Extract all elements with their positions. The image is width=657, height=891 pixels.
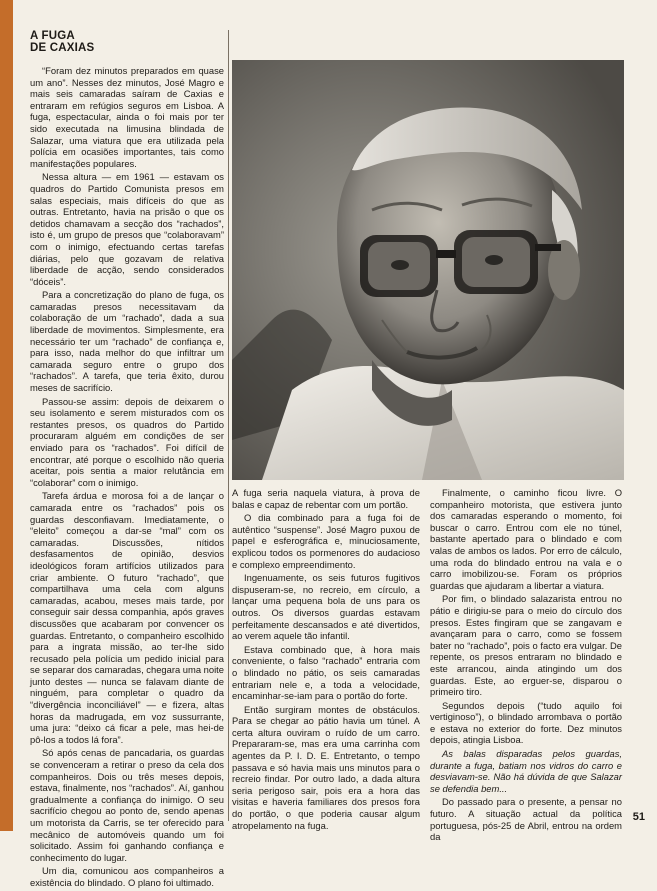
page-number: 51 xyxy=(632,811,645,823)
paragraph: Só após cenas de pancadaria, os guardas se convenceram a retirar o preso da cela dos companheiros. Dois ou três meses depois, estava, finalmente, nos “rachados”. Aí, ganhou gradualmente a confiança do inimigo. O seu sacrifício chegou ao ponto de, sendo apenas um motorista da Carris, se ter oferecido para mecânico de automóveis quando um foi solicitado. Assim foi ganhando confiança e conhecimento do lugar. xyxy=(30,747,224,863)
paragraph: A fuga seria naquela viatura, à prova de balas e capaz de rebentar com um portão. xyxy=(232,487,420,510)
column-3 xyxy=(430,487,622,845)
paragraph: Nessa altura — em 1961 — estavam os quadros do Partido Comunista presos em salas especiais, mais difíceis do que as outras. Entretanto, havia na prisão o que os detidos chamavam a secção dos “rachados”, isto é, um grupo de presos que “colaboravam” com o inimigo, efectuando certas tarefas diárias, pelo que gozavam de relativa liberdade de acção, sendo considerados “dóceis”. xyxy=(30,171,224,287)
column-divider xyxy=(228,30,229,821)
column-2 xyxy=(232,487,420,833)
article-title-line1: A FUGA xyxy=(30,30,75,42)
paragraph: Por fim, o blindado salazarista entrou no pátio e dirigiu-se para o meio do círculo dos presos. Estes fingiram que se zangavam e avançaram para o carro, como se fossem bater no “rachado”, pois o facto era vulgar. De repente, os presos entraram no blindado e este arrancou, ainda atingindo um dos guardas. Este, ao erguer-se, disparou o primeiro tiro. xyxy=(430,593,622,698)
paragraph: Finalmente, o caminho ficou livre. O companheiro motorista, que estivera junto dos camaradas esperando o momento, foi buscar o carro. Entrou com ele no túnel, bastante apertado para o blindado e com valas de ambos os lados. Por erro de cálculo, uma roda do blindado entrou na vala e o carro imobilizou-se. Foram os próprios guardas que ajudaram a libertar a viatura. xyxy=(430,487,622,591)
paragraph: “Foram dez minutos preparados em quase um ano”. Nesses dez minutos, José Magro e mais seis camaradas saíram de Caxias e entraram em refúgios seguros em Lisboa. A fuga, espectacular, ainda o foi mais por ter sido executada na limusina blindada de Salazar, uma viatura que era utilizada pela polícia em ocasiões importantes, tais como manifestações populares. xyxy=(30,65,224,169)
paragraph: As balas disparadas pelos guardas, durante a fuga, batiam nos vidros do carro e desviavam-se. Não há dúvida de que Salazar se defendia bem... xyxy=(430,748,622,794)
paragraph: Então surgiram montes de obstáculos. Para se chegar ao pátio havia um túnel. A certa altura ouviram o ruído de um carro. Prepararam-se, mas era uma carrinha com agentes da P. I. D. E. Entretanto, o tempo passava e só havia mais uns minutos para o recreio findar. Por outro lado, a dada altura seria perigoso sair, pois era a hora das visitas e haveria familiares dos presos fora do portão, o que poderia causar algum atropelamento na fuga. xyxy=(232,703,420,831)
paragraph: Segundos depois (“tudo aquilo foi vertiginoso”), o blindado arrombava o portão e estava no exterior do forte. Dez minutos depois, atingia Lisboa. xyxy=(430,699,622,746)
article-title xyxy=(30,30,190,54)
column-1 xyxy=(30,65,224,891)
paragraph: Do passado para o presente, a pensar no futuro. A situação actual da política portuguesa, pós-25 de Abril, entrou na ordem da xyxy=(430,796,622,843)
paragraph: Um dia, comunicou aos companheiros a existência do blindado. O plano foi ultimado. xyxy=(30,865,224,888)
paragraph: Estava combinado que, à hora mais conveniente, o falso “rachado” entraria com o blindado no pátio, os seis camaradas entrariam nele e, a toda a velocidade, encaminhar-se-iam para o portão do forte. xyxy=(232,643,420,702)
page-edge-color-bar xyxy=(0,0,13,831)
paragraph: Ingenuamente, os seis futuros fugitivos dispuseram-se, no recreio, em círculo, a lançar uma pequena bola de uns para os outros. Os diversos guardas estavam perfeitamente descansados e até divertidos, ao verem aquele tão infantil. xyxy=(232,572,420,642)
paragraph: O dia combinado para a fuga foi de autêntico “suspense”. José Magro puxou de papel e esferográfica e, minuciosamente, explicou todos os pormenores do audacioso e complexo empreendimento. xyxy=(232,512,420,570)
paragraph: Tarefa árdua e morosa foi a de lançar o camarada entre os “rachados” pois os guardas desconfiavam. Imediatamente, o “eleito” começou a dar-se “mal” com os camaradas. Discussões, nítidos desfasamentos de opinião, desvios ideológicos foram artifícios utilizados para criar ambiente. O futuro “rachado”, que compartilhava uma cela com alguns camaradas, acabou, meses mais tarde, por conseguir sair dessa companhia, após graves discussões que acabaram por convencer os guardas. Entretanto, o companheiro escolhido para a ingrata missão, ao ter-lhe sido recusado pela polícia um pedido inicial para se separar dos camaradas, chegara uma noite junto destes — nunca se falavam diante de ninguém, para completar o quadro da “divergência inconciliável” — e fizera, altas horas da madrugada, em voz sussurrante, uma jura: “deixo cá ficar a pele, mas hei-de pô-los a todos lá fora”. xyxy=(30,490,224,745)
paragraph: Para a concretização do plano de fuga, os camaradas presos necessitavam da colaboração de um “rachado”, dada a sua liberdade de movimentos. Simplesmente, era necessário ter um “rachado” de confiança e, para isso, nada melhor do que infiltrar um camarada seguro entre o grupo dos “rachados”. A tarefa, que teria êxito, durou meses de sacrifício. xyxy=(30,289,224,394)
paragraph: Passou-se assim: depois de deixarem o seu isolamento e serem misturados com os restantes presos, os quadros do Partido procuraram alguém em condições de ser enviado para os “rachados”. Foi difícil de encontrar, até porque o escolhido não queria aceitar, pois sentia a maior relutância em “colaborar” com o inimigo. xyxy=(30,395,224,488)
portrait-photo xyxy=(232,60,624,480)
article-title-line2: DE CAXIAS xyxy=(30,42,95,54)
